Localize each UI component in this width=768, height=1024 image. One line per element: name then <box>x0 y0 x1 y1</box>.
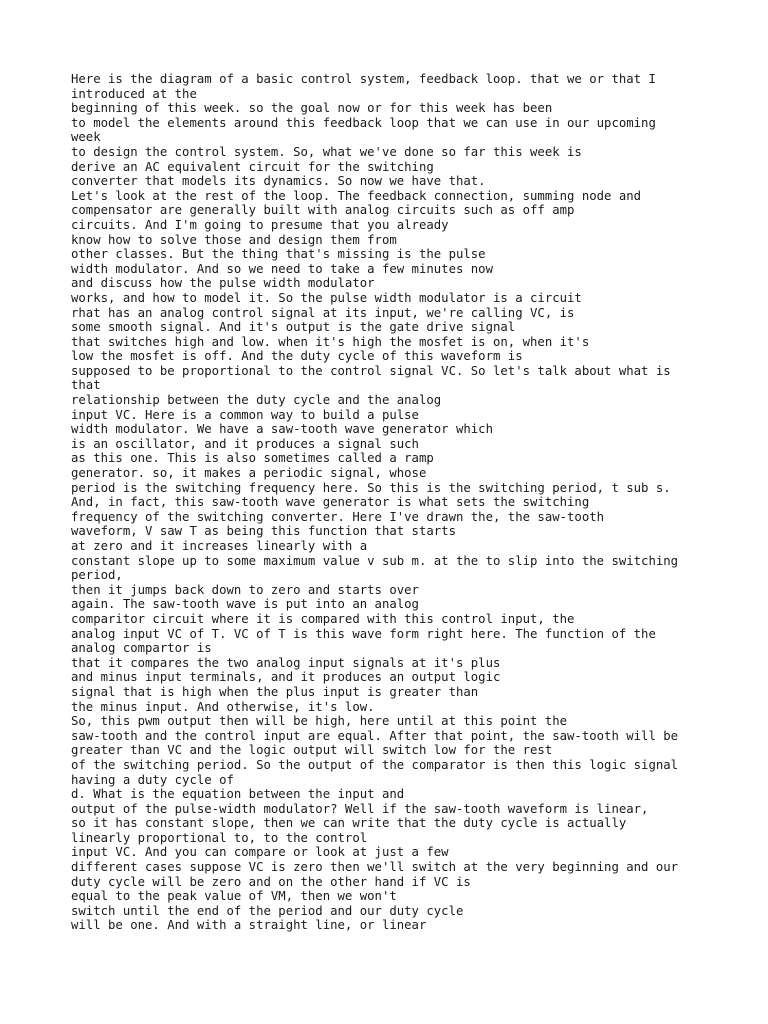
text-line: compensator are generally built with analog circuits such as off amp <box>71 203 575 218</box>
text-line: width modulator. We have a saw-tooth wave generator which <box>71 422 493 437</box>
text-line: as this one. This is also sometimes called a ramp <box>71 451 434 466</box>
text-line: Here is the diagram of a basic control system, feedback loop. that we or that I <box>71 72 656 86</box>
text-line: supposed to be proportional to the control signal VC. So let's talk about what is <box>71 363 671 378</box>
text-line: constant slope up to some maximum value v sub m. at the to slip into the switching <box>71 553 679 568</box>
text-line: waveform, V saw T as being this function that starts <box>71 524 456 539</box>
text-line: to model the elements around this feedback loop that we can use in our upcoming <box>71 115 656 130</box>
text-line: circuits. And I'm going to presume that you already <box>71 217 449 232</box>
text-line: So, this pwm output then will be high, here until at this point the <box>71 714 568 729</box>
text-line: other classes. But the thing that's missing is the pulse <box>71 247 486 262</box>
text-line: converter that models its dynamics. So now we have that. <box>71 174 486 189</box>
text-line: input VC. Here is a common way to build a pulse <box>71 407 419 422</box>
text-line: saw-tooth and the control input are equal. After that point, the saw-tooth will be <box>71 728 679 743</box>
text-line: d. What is the equation between the input and <box>71 787 405 802</box>
text-line: know how to solve those and design them from <box>71 232 397 247</box>
text-line: that it compares the two analog input signals at it's plus <box>71 655 501 670</box>
text-line: having a duty cycle of <box>71 772 234 787</box>
text-line: that switches high and low. when it's high the mosfet is on, when it's <box>71 334 590 349</box>
text-line: signal that is high when the plus input is greater than <box>71 684 479 699</box>
text-line: width modulator. And so we need to take a few minutes now <box>71 261 493 276</box>
text-line: is an oscillator, and it produces a signal such <box>71 436 419 451</box>
text-line: generator. so, it makes a periodic signal, whose <box>71 466 427 481</box>
text-line: input VC. And you can compare or look at just a few <box>71 845 449 860</box>
text-line: will be one. And with a straight line, or linear <box>71 918 427 933</box>
text-line: at zero and it increases linearly with a <box>71 539 368 553</box>
text-line: introduced at the <box>71 86 197 101</box>
text-line: linearly proportional to, to the control <box>71 830 368 845</box>
text-line: period is the switching frequency here. So this is the switching period, t sub s. <box>71 480 671 495</box>
text-line: week <box>71 130 101 145</box>
text-line: frequency of the switching converter. Here I've drawn the, the saw-tooth <box>71 509 605 524</box>
text-line: Let's look at the rest of the loop. The feedback connection, summing node and <box>71 188 642 203</box>
text-line: switch until the end of the period and our duty cycle <box>71 903 464 918</box>
text-line: to design the control system. So, what we've done so far this week is <box>71 144 582 159</box>
transcript-text <box>71 72 731 933</box>
text-line: And, in fact, this saw-tooth wave generator is what sets the switching <box>71 495 590 510</box>
text-line: then it jumps back down to zero and starts over <box>71 582 419 597</box>
text-line: low the mosfet is off. And the duty cycle of this waveform is <box>71 349 523 364</box>
text-line: beginning of this week. so the goal now or for this week has been <box>71 101 553 116</box>
text-line: greater than VC and the logic output will switch low for the rest <box>71 743 553 758</box>
text-line: the minus input. And otherwise, it's low. <box>71 699 375 714</box>
text-line: derive an AC equivalent circuit for the switching <box>71 159 434 174</box>
text-line: some smooth signal. And it's output is the gate drive signal <box>71 320 516 335</box>
text-line: and discuss how the pulse width modulator <box>71 276 375 291</box>
text-line: that <box>71 378 101 393</box>
text-line: rhat has an analog control signal at its input, we're calling VC, is <box>71 305 575 320</box>
text-line: and minus input terminals, and it produces an output logic <box>71 670 501 685</box>
text-line: of the switching period. So the output of the comparator is then this logic signal <box>71 757 679 772</box>
text-line: again. The saw-tooth wave is put into an analog <box>71 597 419 612</box>
text-line: duty cycle will be zero and on the other hand if VC is <box>71 874 471 889</box>
text-line: relationship between the duty cycle and the analog <box>71 393 442 408</box>
text-line: different cases suppose VC is zero then we'll switch at the very beginning and our <box>71 860 679 875</box>
text-line: comparitor circuit where it is compared with this control input, the <box>71 611 575 626</box>
text-line: analog input VC of T. VC of T is this wave form right here. The function of the <box>71 626 656 641</box>
text-line: analog compartor is <box>71 641 212 656</box>
text-line: period, <box>71 568 123 583</box>
text-line: output of the pulse-width modulator? Well if the saw-tooth waveform is linear, <box>71 801 649 816</box>
text-line: equal to the peak value of VM, then we won't <box>71 889 397 904</box>
text-line: so it has constant slope, then we can write that the duty cycle is actually <box>71 816 627 831</box>
text-line: works, and how to model it. So the pulse width modulator is a circuit <box>71 290 582 305</box>
